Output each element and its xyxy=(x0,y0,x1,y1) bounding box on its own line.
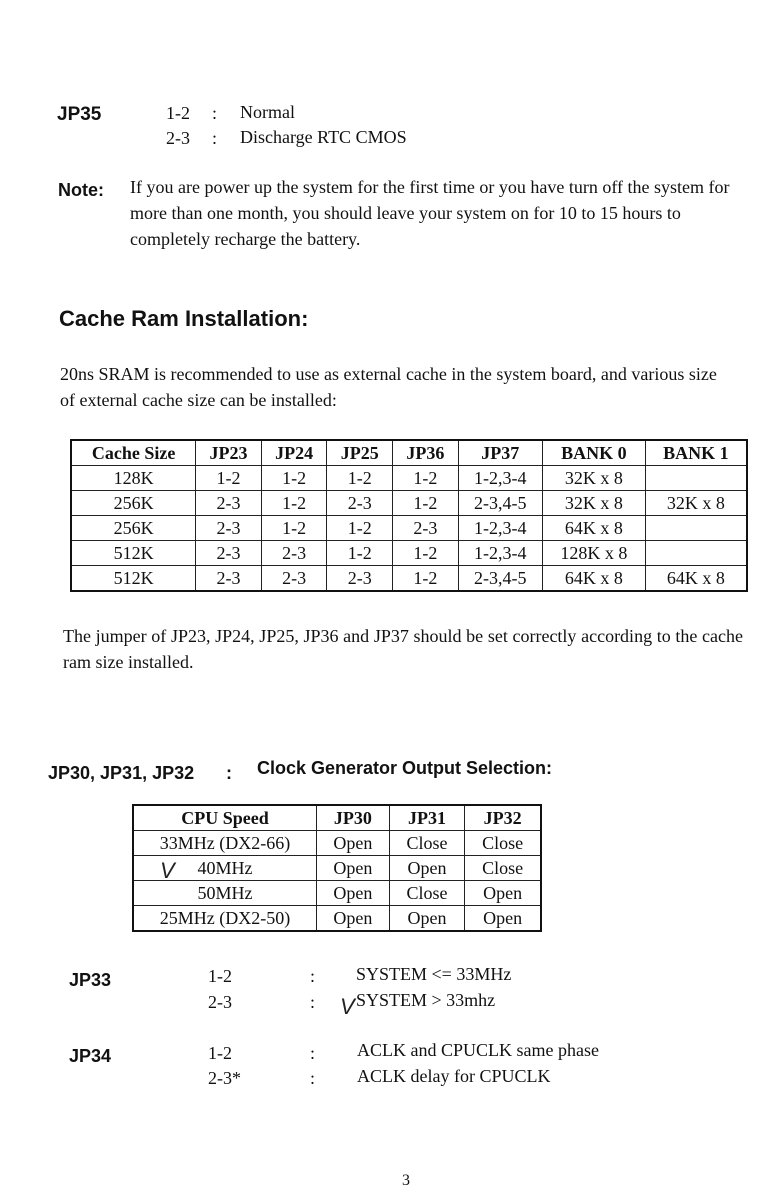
table-cell xyxy=(645,541,747,566)
table-cell: 2-3 xyxy=(327,566,393,592)
jp33-row1-desc: SYSTEM <= 33MHz xyxy=(356,964,512,984)
cache-table-header xyxy=(71,440,747,466)
table-cell: 256K xyxy=(71,491,196,516)
jp35-row2-desc: Discharge RTC CMOS xyxy=(240,127,407,147)
table-cell: Open xyxy=(465,906,541,932)
jp33-label: JP33 xyxy=(69,970,112,990)
clock-label: JP30, JP31, JP32 xyxy=(48,763,195,783)
jp33-row1-sep: : xyxy=(310,966,316,986)
table-cell: 25MHz (DX2-50) xyxy=(133,906,317,932)
table-cell: 2-3 xyxy=(261,541,327,566)
col-jp36: JP36 xyxy=(393,440,459,466)
table-cell: 1-2 xyxy=(261,516,327,541)
jp34-row2-sep: : xyxy=(310,1068,316,1088)
jp34-row1-desc: ACLK and CPUCLK same phase xyxy=(357,1040,599,1060)
table-cell: 2-3 xyxy=(196,516,262,541)
cache-intro: 20ns SRAM is recommended to use as external cache in the system board, and various size of external cache size can be installed: xyxy=(60,364,717,410)
table-cell: 2-3 xyxy=(196,541,262,566)
table-cell: 1-2,3-4 xyxy=(458,466,542,491)
table-cell: 2-3 xyxy=(196,491,262,516)
jp34-row1-pins: 1-2 xyxy=(208,1043,232,1063)
table-cell: 50MHz xyxy=(133,881,317,906)
table-row xyxy=(71,466,747,491)
table-cell: 2-3 xyxy=(261,566,327,592)
table-cell: 64K x 8 xyxy=(645,566,747,592)
table-cell: 1-2 xyxy=(327,466,393,491)
page-number: 3 xyxy=(402,1172,410,1189)
note-label: Note: xyxy=(58,180,104,200)
table-cell: 1-2 xyxy=(393,491,459,516)
table-row xyxy=(71,566,747,592)
table-row xyxy=(133,881,541,906)
jp33-row2-pins: 2-3 xyxy=(208,992,232,1012)
table-row xyxy=(71,541,747,566)
table-cell: 512K xyxy=(71,566,196,592)
table-cell: 2-3,4-5 xyxy=(458,566,542,592)
table-cell: 1-2 xyxy=(261,466,327,491)
table-cell: 1-2 xyxy=(393,466,459,491)
jp33-row2-sep: : xyxy=(310,992,316,1012)
table-cell: Open xyxy=(465,881,541,906)
table-row xyxy=(71,516,747,541)
note-text: If you are power up the system for the first time or you have turn off the system for more than one month, you should leave your system on for 10 to 15 hours to completely recharge the battery. xyxy=(130,177,730,249)
jp34-label: JP34 xyxy=(69,1046,112,1066)
table-cell: 32K x 8 xyxy=(542,466,645,491)
col-jp32: JP32 xyxy=(465,805,541,831)
table-cell: 1-2,3-4 xyxy=(458,516,542,541)
table-cell xyxy=(645,516,747,541)
table-cell: 128K x 8 xyxy=(542,541,645,566)
table-cell: 40MHz xyxy=(133,856,317,881)
jp33-row1-pins: 1-2 xyxy=(208,966,232,986)
table-cell: Close xyxy=(389,881,465,906)
table-cell: 64K x 8 xyxy=(542,516,645,541)
jp34-row1-sep: : xyxy=(310,1043,316,1063)
table-cell: 256K xyxy=(71,516,196,541)
table-cell: 33MHz (DX2-66) xyxy=(133,831,317,856)
col-bank1: BANK 1 xyxy=(645,440,747,466)
cache-heading: Cache Ram Installation: xyxy=(59,306,309,331)
col-cpu-speed: CPU Speed xyxy=(133,805,317,831)
checkmark-icon: V xyxy=(160,858,175,883)
table-cell: 1-2 xyxy=(261,491,327,516)
jp35-row2-sep: : xyxy=(212,128,218,148)
col-jp23: JP23 xyxy=(196,440,262,466)
jp35-row1-desc: Normal xyxy=(240,102,295,122)
table-cell: 1-2 xyxy=(327,516,393,541)
table-row xyxy=(133,856,541,881)
jp35-row1-sep: : xyxy=(212,103,218,123)
jp34-row2-pins: 2-3* xyxy=(208,1068,241,1088)
col-jp31: JP31 xyxy=(389,805,465,831)
table-cell: 32K x 8 xyxy=(542,491,645,516)
table-cell: 1-2 xyxy=(393,566,459,592)
col-cache-size: Cache Size xyxy=(71,440,196,466)
col-jp25: JP25 xyxy=(327,440,393,466)
jp34-row2-desc: ACLK delay for CPUCLK xyxy=(357,1066,551,1086)
table-cell: Open xyxy=(317,856,390,881)
table-cell: Close xyxy=(389,831,465,856)
table-row xyxy=(71,491,747,516)
col-jp37: JP37 xyxy=(458,440,542,466)
jp35-row2-pins: 2-3 xyxy=(166,128,190,148)
jp35-label: JP35 xyxy=(57,104,102,125)
table-cell: 1-2 xyxy=(327,541,393,566)
table-cell: 2-3 xyxy=(327,491,393,516)
jp33-row2-desc: SYSTEM > 33mhz xyxy=(356,990,496,1010)
col-bank0: BANK 0 xyxy=(542,440,645,466)
table-cell: Close xyxy=(465,856,541,881)
table-cell: 128K xyxy=(71,466,196,491)
cache-table xyxy=(70,439,748,592)
table-cell: 1-2,3-4 xyxy=(458,541,542,566)
table-cell: 2-3,4-5 xyxy=(458,491,542,516)
table-cell: 32K x 8 xyxy=(645,491,747,516)
clock-sep: : xyxy=(226,763,232,783)
table-cell: 2-3 xyxy=(393,516,459,541)
col-jp30: JP30 xyxy=(317,805,390,831)
table-cell xyxy=(645,466,747,491)
clock-heading: Clock Generator Output Selection: xyxy=(257,758,553,778)
table-cell: 1-2 xyxy=(196,466,262,491)
clock-table xyxy=(132,804,542,932)
table-cell: Close xyxy=(465,831,541,856)
table-cell: 64K x 8 xyxy=(542,566,645,592)
cache-footer: The jumper of JP23, JP24, JP25, JP36 and JP37 should be set correctly according to the cache ram size installed. xyxy=(63,626,743,672)
checkmark-icon: V xyxy=(340,994,355,1019)
table-cell: Open xyxy=(389,856,465,881)
col-jp24: JP24 xyxy=(261,440,327,466)
table-row xyxy=(133,906,541,932)
table-cell: Open xyxy=(317,881,390,906)
table-cell: Open xyxy=(389,906,465,932)
table-cell: 512K xyxy=(71,541,196,566)
table-cell: 1-2 xyxy=(393,541,459,566)
clock-table-header xyxy=(133,805,541,831)
table-cell: Open xyxy=(317,831,390,856)
table-cell: Open xyxy=(317,906,390,932)
table-cell: 2-3 xyxy=(196,566,262,592)
jp35-row1-pins: 1-2 xyxy=(166,103,190,123)
table-row xyxy=(133,831,541,856)
